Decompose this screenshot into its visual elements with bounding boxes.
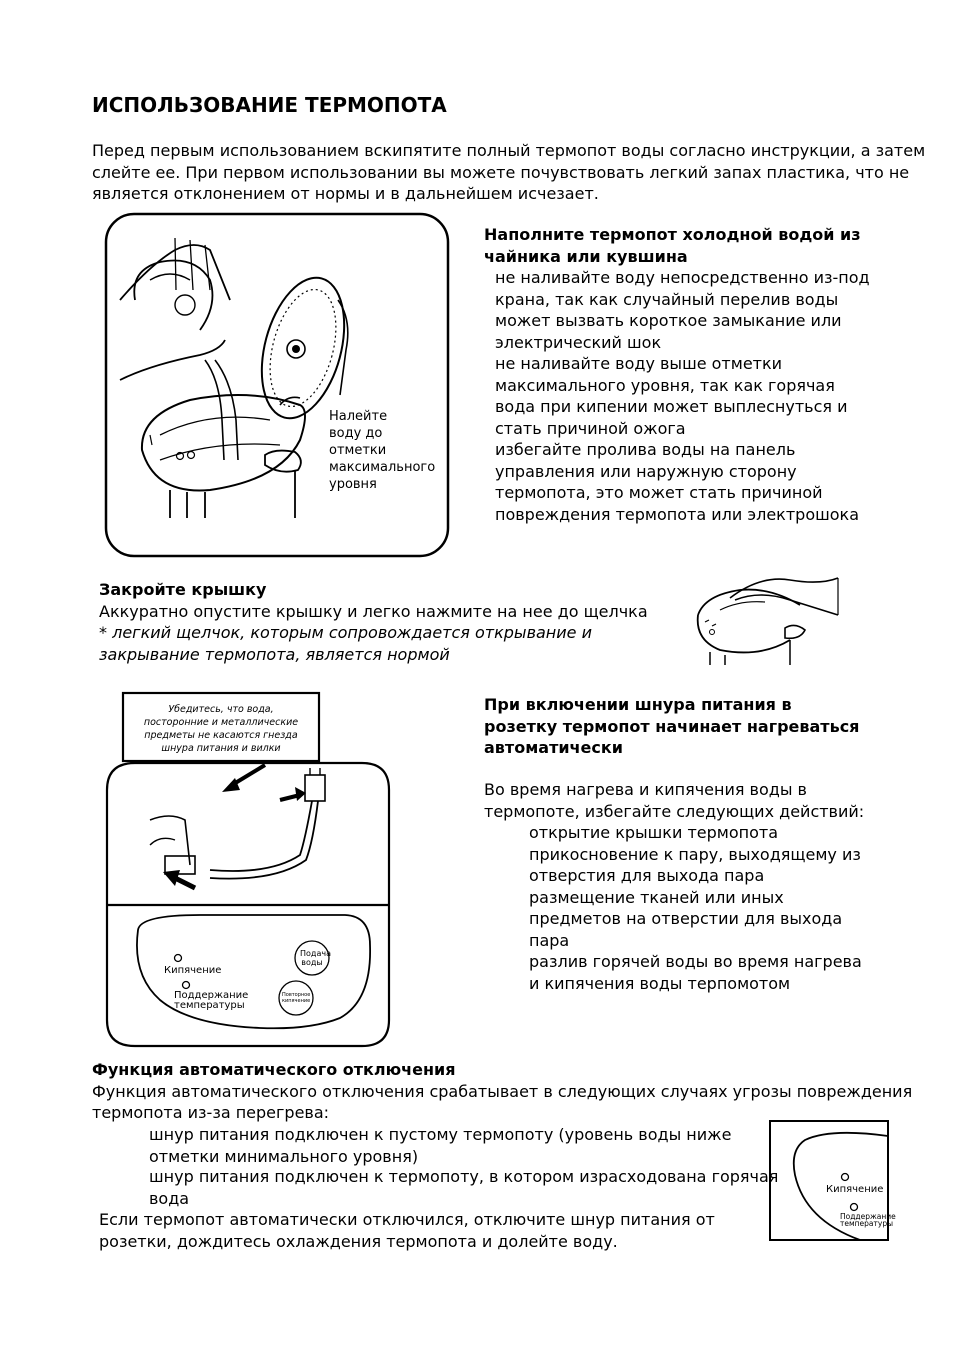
fill-line-7: вода при кипении может выплеснуться и — [495, 397, 848, 416]
power-item-2: прикосновение к пару, выходящему из — [529, 844, 861, 864]
fill-caption-5: уровня — [329, 477, 377, 492]
panel-boil-label: Кипячение — [164, 965, 222, 976]
small-panel-boil-label: Кипячение — [826, 1184, 884, 1195]
close-text: Аккуратно опустите крышку и легко нажмите на нее до щелчка — [99, 601, 648, 621]
power-item-8: и кипячения воды терпомотом — [529, 973, 791, 993]
fill-line-9: избегайте пролива воды на панель — [495, 440, 796, 459]
autooff-item-4: вода — [149, 1188, 190, 1208]
power-item-6: пара — [529, 930, 570, 950]
fill-caption-3: отметки — [329, 443, 387, 458]
warning-line-4: шнура питания и вилки — [161, 743, 281, 754]
power-item-5: предметов на отверстии для выхода — [529, 909, 843, 928]
fill-line-2: крана, так как случайный перелив воды — [495, 289, 839, 309]
fill-line-11: термопота, это может стать причиной — [495, 483, 823, 502]
panel-keep-label-2: температуры — [174, 1000, 245, 1011]
fill-heading-1: Наполните термопот холодной водой из — [484, 225, 861, 244]
fill-line-5: не наливайте воду выше отметки — [495, 354, 783, 373]
fill-caption-4: максимального — [329, 460, 436, 475]
power-item-7: разлив горячей воды во время нагрева — [529, 952, 862, 971]
warning-line-2: посторонние и металлические — [143, 717, 299, 728]
power-text-1: Во время нагрева и кипячения воды в — [484, 780, 807, 799]
panel-dispense-label-2: воды — [301, 958, 323, 967]
fill-line-1: не наливайте воду непосредственно из-под — [495, 268, 870, 287]
fill-line-3: может вызвать короткое замыкание или — [495, 311, 842, 330]
power-text-2: термопоте, избегайте следующих действий: — [484, 801, 865, 821]
close-heading: Закройте крышку — [99, 580, 267, 599]
panel-reboil-label-1: Повторное — [282, 992, 311, 998]
warning-line-1: Убедитесь, что вода, — [168, 704, 274, 715]
power-item-3: отверстия для выхода пара — [529, 866, 765, 885]
warning-line-3: предметы не касаются гнезда — [144, 730, 298, 741]
autooff-heading: Функция автоматического отключения — [92, 1060, 456, 1079]
autooff-footer-2: розетки, дождитесь охлаждения термопота и долейте воду. — [99, 1231, 618, 1251]
autooff-footer-1: Если термопот автоматически отключился, отключите шнур питания от — [99, 1210, 715, 1229]
fill-caption-2: воду до — [329, 426, 383, 441]
close-note-1: * легкий щелчок, которым сопровождается открывание и — [99, 623, 592, 642]
panel-keep-label-1: Поддержание — [174, 990, 249, 1001]
fill-line-10: управления или наружную сторону — [495, 461, 797, 481]
intro-line-3: является отклонением от нормы и в дальнейшем исчезает. — [92, 184, 599, 203]
small-panel-keep-label-2: температуры — [840, 1219, 894, 1228]
autooff-item-3: шнур питания подключен к термопоту, в котором израсходована горячая — [149, 1167, 779, 1186]
autooff-text-1: Функция автоматического отключения срабатывает в следующих случаях угрозы повреждения — [92, 1081, 913, 1101]
intro-line-2: слейте ее. При первом использовании вы можете почувствовать легкий запах пластика, что не — [92, 162, 910, 182]
panel-reboil-label-2: кипячение — [282, 998, 311, 1004]
small-panel-keep-label-1: Поддержание — [840, 1212, 896, 1221]
fill-caption-1: Налейте — [329, 409, 388, 424]
panel-dispense-label-1: Подача — [300, 949, 331, 958]
close-note-2: закрывание термопота, является нормой — [99, 644, 450, 664]
power-heading-2: розетку термопот начинает нагреваться — [484, 716, 860, 736]
autooff-item-2: отметки минимального уровня) — [149, 1146, 419, 1166]
fill-line-12: повреждения термопота или электрошока — [495, 504, 859, 524]
autooff-item-1: шнур питания подключен к пустому термопоту (уровень воды ниже — [149, 1125, 732, 1144]
power-item-4: размещение тканей или иных — [529, 887, 784, 907]
power-heading-1: При включении шнура питания в — [484, 695, 792, 714]
power-item-1: открытие крышки термопота — [529, 823, 779, 842]
page-title: ИСПОЛЬЗОВАНИЕ ТЕРМОПОТА — [92, 93, 447, 117]
power-heading-3: автоматически — [484, 738, 623, 757]
intro-line-1: Перед первым использованием вскипятите полный термопот воды согласно инструкции, а затем — [92, 141, 926, 160]
fill-heading-2: чайника или кувшина — [484, 246, 688, 266]
fill-line-6: максимального уровня, так как горячая — [495, 375, 835, 395]
fill-line-4: электрический шок — [495, 332, 662, 352]
autooff-text-2: термопота из-за перегрева: — [92, 1103, 330, 1122]
fill-line-8: стать причиной ожога — [495, 418, 686, 438]
